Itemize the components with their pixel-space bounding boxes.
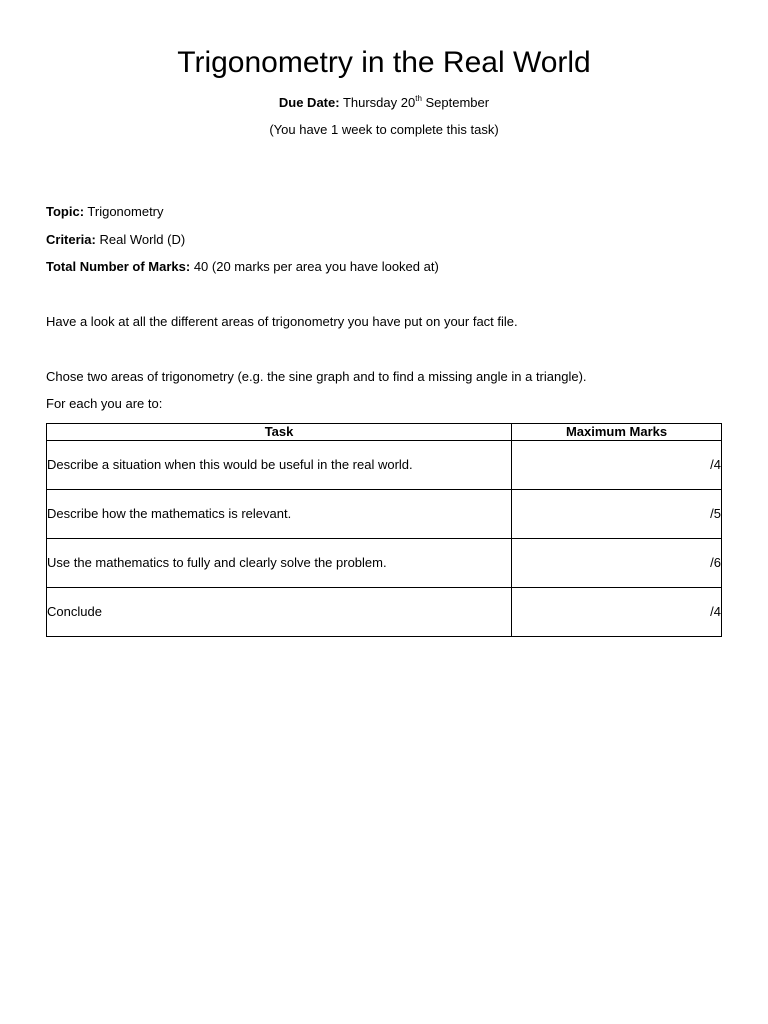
table-row: [47, 441, 722, 490]
due-date-month: September: [421, 95, 490, 110]
total-marks-line: [46, 258, 439, 276]
marks-cell: /4: [512, 441, 722, 490]
due-date-label: Due Date:: [278, 95, 340, 110]
criteria-line: [46, 231, 185, 249]
header-maximum-marks: Maximum Marks: [512, 424, 722, 441]
marks-cell: /6: [512, 539, 722, 588]
task-cell: Describe how the mathematics is relevant.: [47, 490, 512, 539]
criteria-label: Criteria:: [46, 232, 96, 247]
table-header-row: [47, 424, 722, 441]
marks-cell: /5: [512, 490, 722, 539]
topic-label: Topic:: [46, 204, 85, 219]
table-row: [47, 588, 722, 637]
document-title: Trigonometry in the Real World: [177, 46, 591, 79]
table-row: [47, 490, 722, 539]
header-task: Task: [47, 424, 512, 441]
instruction-choose-areas: Chose two areas of trigonometry (e.g. the sine graph and to find a missing angle in a triangle).: [46, 369, 587, 384]
due-date-ordinal: th: [415, 93, 422, 103]
total-marks-value: 40 (20 marks per area you have looked at): [190, 259, 439, 274]
total-marks-label: Total Number of Marks:: [46, 259, 191, 274]
due-date-value: Thursday 20: [339, 95, 416, 110]
marks-cell: /4: [512, 588, 722, 637]
task-cell: Conclude: [47, 588, 512, 637]
criteria-value: Real World (D): [95, 232, 186, 247]
time-note: (You have 1 week to complete this task): [269, 122, 499, 137]
due-date-line: [0, 94, 768, 112]
task-cell: Describe a situation when this would be useful in the real world.: [47, 441, 512, 490]
instruction-for-each: For each you are to:: [46, 396, 163, 411]
topic-line: [46, 203, 164, 221]
instruction-fact-file: Have a look at all the different areas of trigonometry you have put on your fact file.: [46, 314, 518, 329]
table-row: [47, 539, 722, 588]
topic-value: Trigonometry: [84, 204, 164, 219]
tasks-table: [46, 423, 722, 637]
task-cell: Use the mathematics to fully and clearly solve the problem.: [47, 539, 512, 588]
